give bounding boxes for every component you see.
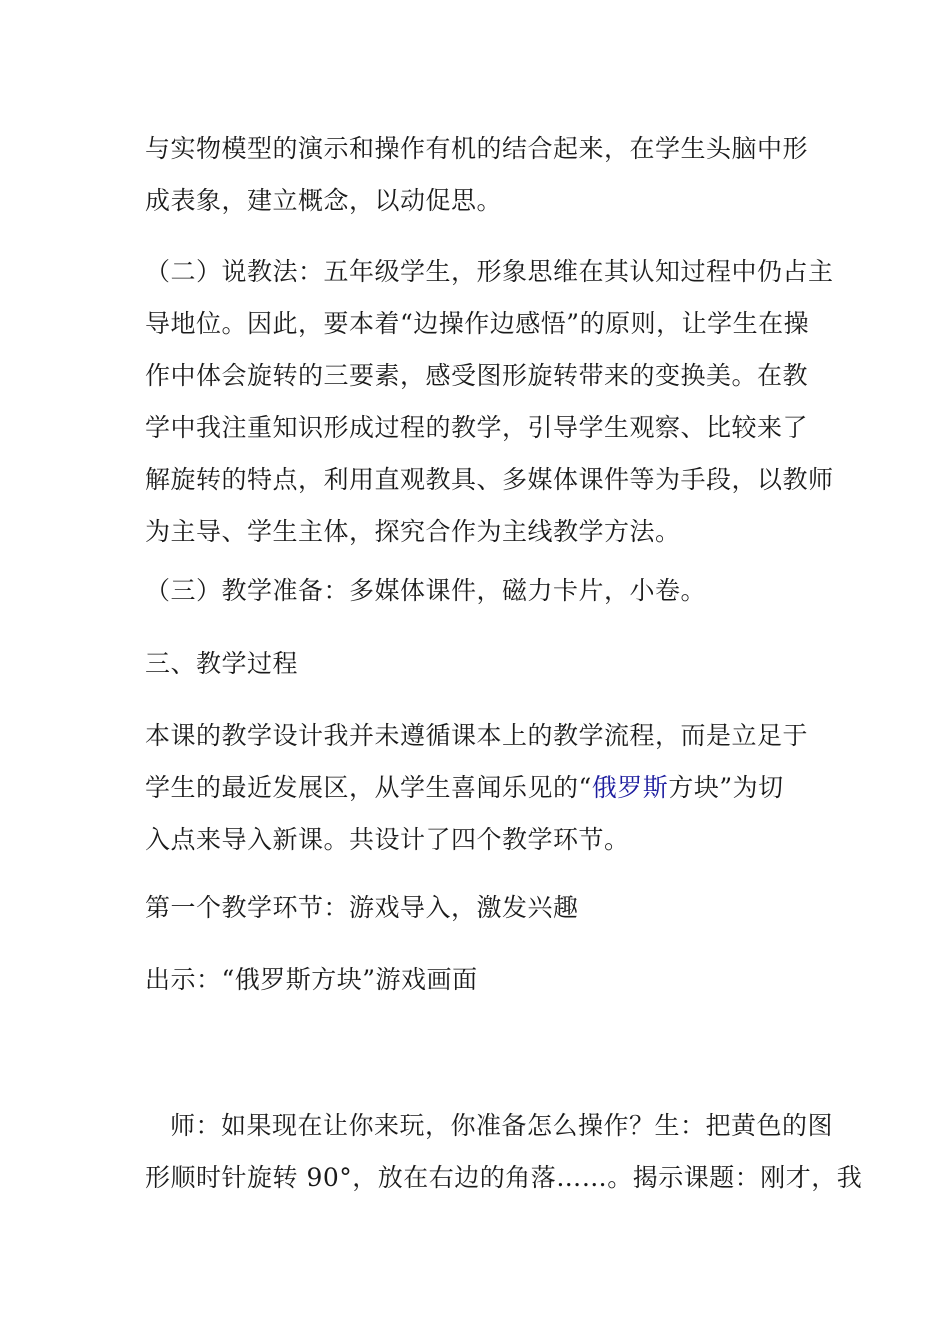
paragraph-course-design [145, 710, 810, 866]
text-line [145, 762, 810, 814]
text-line: 导地位。因此，要本着“边操作边感悟”的原则，让学生在操 [145, 309, 810, 338]
paragraph-first-step [145, 882, 810, 934]
text-line: 作中体会旋转的三要素，感受图形旋转带来的变换美。在教 [145, 361, 809, 390]
text-line: （三）教学准备：多媒体课件，磁力卡片，小卷。 [145, 576, 707, 605]
text-line: 师：如果现在让你来玩，你准备怎么操作？生：把黄色的图 [170, 1111, 834, 1140]
paragraph-materials [145, 123, 810, 227]
section-heading-teaching-process [145, 638, 810, 690]
text-line: （二）说教法：五年级学生，形象思维在其认知过程中仍占主 [145, 257, 834, 286]
text-segment: 方块”为切 [668, 773, 784, 802]
text-line: 与实物模型的演示和操作有机的结合起来，在学生头脑中形 [145, 134, 809, 163]
tetris-link[interactable]: 俄罗斯 [591, 773, 669, 802]
text-line: 三、教学过程 [145, 649, 299, 678]
text-line: 第一个教学环节：游戏导入，激发兴趣 [145, 893, 579, 922]
text-line: 解旋转的特点，利用直观教具、多媒体课件等为手段，以教师 [145, 465, 834, 494]
text-line: 出示：“俄罗斯方块”游戏画面 [145, 965, 478, 994]
text-line: 学中我注重知识形成过程的教学，引导学生观察、比较来了 [145, 413, 809, 442]
text-segment: 学生的最近发展区，从学生喜闻乐见的“ [145, 773, 592, 802]
text-line: 形顺时针旋转 90°，放在右边的角落……。揭示课题：刚才，我 [145, 1163, 863, 1192]
text-line: 本课的教学设计我并未遵循课本上的教学流程，而是立足于 [145, 721, 809, 750]
text-line: 入点来导入新课。共设计了四个教学环节。 [145, 825, 630, 854]
text-line: 成表象，建立概念，以动促思。 [145, 186, 503, 215]
text-line: 为主导、学生主体，探究合作为主线教学方法。 [145, 517, 681, 546]
paragraph-teaching-preparation [145, 565, 810, 617]
paragraph-teaching-method [145, 246, 834, 558]
paragraph-dialogue [145, 1100, 863, 1204]
paragraph-display [145, 954, 810, 1006]
